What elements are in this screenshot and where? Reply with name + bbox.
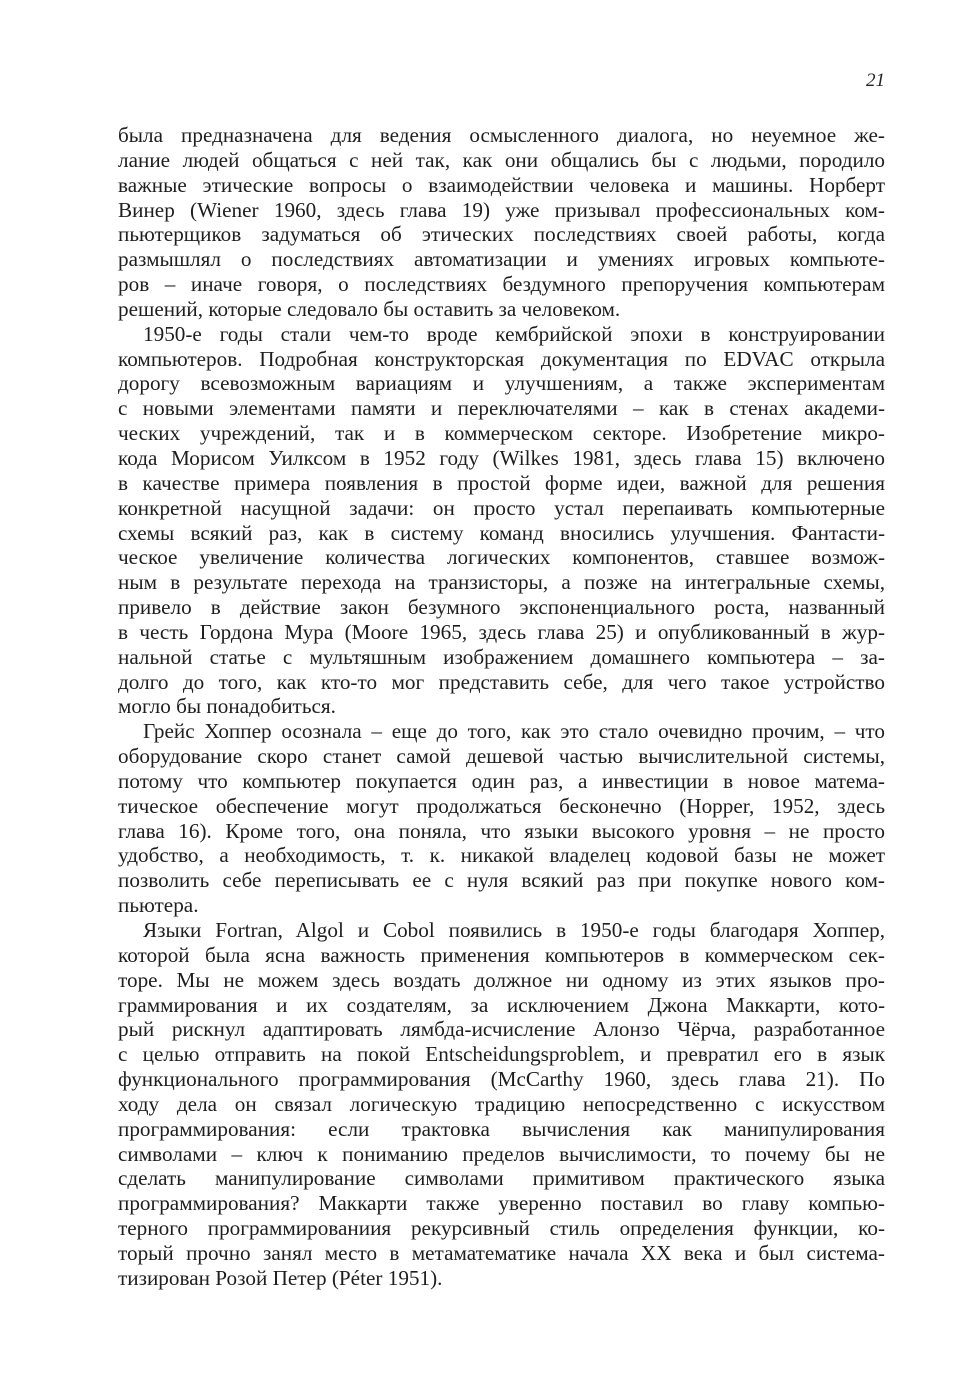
text-line: Грейс Хоппер осознала – еще до того, как это стало очевидно прочим, – что <box>143 719 885 744</box>
text-line: схемы всякий раз, как в систему команд вносились улучшения. Фантасти- <box>118 520 885 545</box>
text-line: тизирован Розой Петер (Péter 1951). <box>118 1265 443 1290</box>
text-line: долго до того, как кто-то мог представить себе, для чего такое устройство <box>118 669 885 694</box>
text-line: потому что компьютер покупается один раз, а инвестиции в новое матема- <box>118 768 885 793</box>
text-line: рый рискнул адаптировать лямбда-исчисление Алонзо Чёрча, разработанное <box>118 1017 885 1042</box>
text-line: сделать манипулирование символами примитивом практического языка <box>118 1166 885 1191</box>
text-line: нальной статье с мультяшным изображением домашнего компьютера – за- <box>118 644 885 669</box>
text-line: могло бы понадобиться. <box>118 694 336 719</box>
text-line: пьютера. <box>118 893 199 918</box>
text-line: Языки Fortran, Algol и Cobol появились в 1950-е годы благодаря Хоппер, <box>143 918 885 942</box>
paragraph-3 <box>118 719 885 918</box>
text-line: программирования? Маккарти также уверенно поставил во главу компью- <box>118 1191 885 1216</box>
text-line: привело в действие закон безумного экспоненциального роста, названный <box>118 595 885 620</box>
text-line: размышлял о последствиях автоматизации и умениях игровых компьюте- <box>118 247 885 272</box>
text-line: ходу дела он связал логическую традицию непосредственно с искусством <box>118 1091 885 1116</box>
text-line: удобство, а необходимость, т. к. никакой владелец кодовой базы не может <box>118 843 885 868</box>
text-line: ческое увеличение количества логических компонентов, ставшее возмож- <box>118 545 885 570</box>
text-line: Винер (Wiener 1960, здесь глава 19) уже призывал профессиональных ком- <box>118 197 885 222</box>
text-line: функционального программирования (McCarthy 1960, здесь глава 21). По <box>118 1067 885 1092</box>
text-line: с новыми элементами памяти и переключателями – как в стенах академи- <box>118 396 885 421</box>
text-line: была предназначена для ведения осмысленного диалога, но неуемное же- <box>118 123 885 147</box>
text-line: лание людей общаться с ней так, как они общались бы с людьми, породило <box>118 147 885 172</box>
text-line: пьютерщиков задуматься об этических последствиях своей работы, когда <box>118 222 885 247</box>
text-line: терного программированиия рекурсивный стиль определения функции, ко- <box>118 1216 885 1241</box>
text-line: торе. Мы не можем здесь воздать должное ни одному из этих языков про- <box>118 967 885 992</box>
text-line: важные этические вопросы о взаимодействии человека и машины. Норберт <box>118 172 885 197</box>
text-line: конкретной насущной задачи: он просто устал перепаивать компьютерные <box>118 495 885 520</box>
text-line: глава 16). Кроме того, она поняла, что языки высокого уровня – не просто <box>118 818 885 843</box>
text-line: 1950-е годы стали чем-то вроде кембрийской эпохи в конструировании <box>143 321 885 346</box>
text-line: дорогу всевозможным вариациям и улучшениям, а также экспериментам <box>118 371 885 396</box>
text-line: компьютеров. Подробная конструкторская документация по EDVAC открыла <box>118 346 885 371</box>
text-line: торый прочно занял место в метаматематике начала XX века и был система- <box>118 1240 885 1265</box>
text-line: кода Морисом Уилксом в 1952 году (Wilkes 1981, здесь глава 15) включено <box>118 445 885 470</box>
text-line: оборудование скоро станет самой дешевой частью вычислительной системы, <box>118 744 885 769</box>
text-line: которой была ясна важность применения компьютеров в коммерческом сек- <box>118 942 885 967</box>
paragraph-2 <box>118 322 885 720</box>
text-line: в честь Гордона Мура (Moore 1965, здесь глава 25) и опубликованный в жур- <box>118 619 885 644</box>
text-line: в качестве примера появления в простой форме идеи, важной для решения <box>118 470 885 495</box>
text-line: символами – ключ к пониманию пределов вычислимости, то почему бы не <box>118 1141 885 1166</box>
text-line: решений, которые следовало бы оставить за человеком. <box>118 296 621 321</box>
text-line: граммирования и их создателям, за исключением Джона Маккарти, кото- <box>118 992 885 1017</box>
paragraph-1 <box>118 123 885 322</box>
paragraph-4 <box>118 918 885 1291</box>
text-line: программирования: если трактовка вычисления как манипулирования <box>118 1116 885 1141</box>
text-line: позволить себе переписывать ее с нуля всякий раз при покупке нового ком- <box>118 868 885 893</box>
text-line: ческих учреждений, так и в коммерческом секторе. Изобретение микро- <box>118 421 885 446</box>
text-line: ров – иначе говоря, о последствиях бездумного препоручения компьютерам <box>118 272 885 297</box>
page-number: 21 <box>866 70 885 91</box>
text-line: тическое обеспечение могут продолжаться бесконечно (Hopper, 1952, здесь <box>118 793 885 818</box>
text-line: с целью отправить на покой Entscheidungsproblem, и превратил его в язык <box>118 1042 885 1067</box>
text-line: ным в результате перехода на транзисторы, а позже на интегральные схемы, <box>118 570 885 595</box>
body-text <box>118 123 885 1291</box>
